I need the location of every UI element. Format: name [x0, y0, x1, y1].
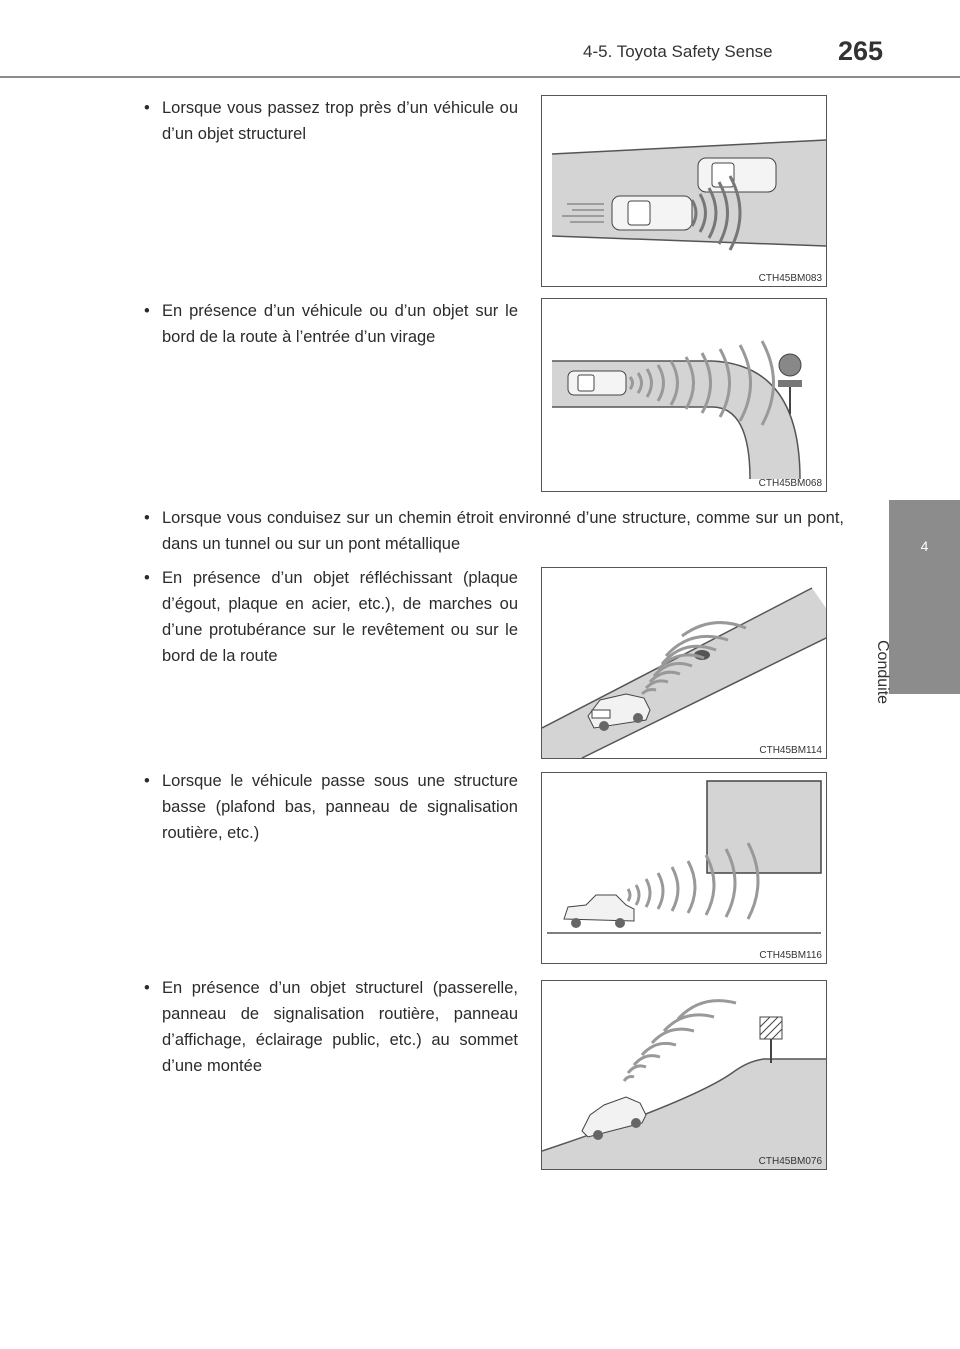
bullet: • — [144, 509, 150, 527]
figure-code: CTH45BM068 — [758, 478, 822, 489]
list-item-text: En présence d’un véhicule ou d’un objet sur le bord de la route à l’entrée d’un virage — [162, 302, 518, 346]
header-section-title: 4-5. Toyota Safety Sense — [583, 42, 773, 61]
bullet: • — [144, 979, 150, 997]
list-item-text: Lorsque vous conduisez sur un chemin étroit environné d’une structure, comme sur un pont, dans un tunnel ou sur un pont métallique — [162, 509, 844, 553]
list-item — [144, 95, 518, 147]
figure-low-structure — [541, 772, 827, 964]
figure-curve-entry — [541, 298, 827, 492]
bullet: • — [144, 99, 150, 117]
figure-code: CTH45BM083 — [758, 273, 822, 284]
page-number: 265 — [838, 36, 884, 66]
list-item-text: En présence d’un objet structurel (passerelle, panneau de signalisation routière, panneau d’affichage, éclairage public, etc.) au sommet d’une montée — [162, 979, 518, 1075]
header-rule — [0, 76, 960, 78]
list-item — [144, 565, 518, 669]
list-item — [144, 975, 518, 1079]
bullet: • — [144, 772, 150, 790]
list-item-text: Lorsque le véhicule passe sous une structure basse (plafond bas, panneau de signalisation routière, etc.) — [162, 772, 518, 842]
chapter-tab — [889, 500, 960, 694]
chapter-number: 4 — [920, 538, 929, 554]
figure-code: CTH45BM116 — [759, 950, 822, 961]
chapter-title: Conduite — [874, 640, 891, 705]
figure-reflective-object — [541, 567, 827, 759]
list-item-text: Lorsque vous passez trop près d’un véhicule ou d’un objet structurel — [162, 99, 518, 143]
figure-close-vehicle — [541, 95, 827, 287]
figure-code: CTH45BM076 — [758, 1156, 822, 1167]
list-item — [144, 298, 518, 350]
figure-hill-crest — [541, 980, 827, 1170]
list-item — [144, 768, 518, 846]
list-item-text: En présence d’un objet réfléchissant (plaque d’égout, plaque en acier, etc.), de marches ou d’une protubérance sur le revêtement ou sur le bord de la route — [162, 569, 518, 665]
list-item — [144, 505, 844, 557]
bullet: • — [144, 302, 150, 320]
bullet: • — [144, 569, 150, 587]
figure-code: CTH45BM114 — [759, 745, 822, 756]
